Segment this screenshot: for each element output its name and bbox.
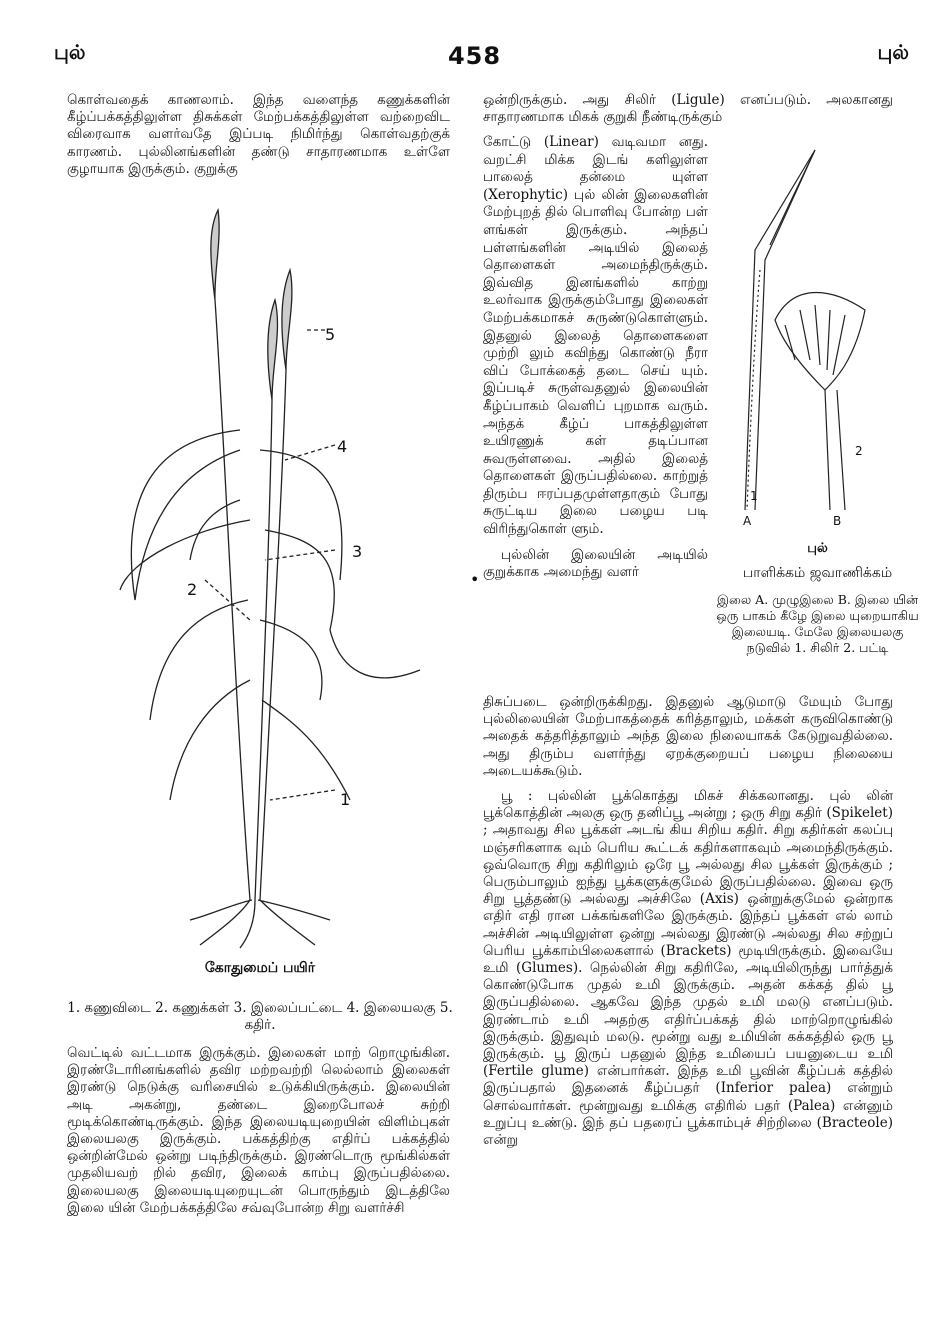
- paragraph: பூ : புல்லின் பூக்கொத்து மிகச் சிக்கலானது. புல் லின் பூக்கொத்தின் அலகு ஒரு தனிப்பூ அன்று ; ஒரு சிறு கதிர் (Spikelet) ; அதாவது சில பூக்கள் அடங் கிய சிறிய கதிர். சிறு கதிர்கள் கலப்பு மஞ்சரிகளாக வும் பெரிய கூட்டக் கதிர்களாகவும் அமைந்திருக்கும். ஒவ்வொரு சிறு கதிரிலும் ஒரே பூ அல்லது சில பூக்கள் இருக்கும் ; பெரும்பாலும் ஐந்து பூக்களுக்குமேல் இருப்பதில்லை. இவை ஒரு சிறு பூத்தண்டு அல்லது அச்சிலே (Axis) ஒன்றுக்குமேல் ஒன்றாக எதிர் எதி ரான பக்கங்களிலே இருக்கும். இந்தப் பூக்கள் எல் லாம் அச்சின் அடியிலுள்ள ஒன்று அல்லது இரண்டு அல்லது சில சற்றுப் பெரிய பூக்காம்பிலைகளால் (Brackets) மூடியிருக்கும். இவையே உமி (Glumes). நெல்லின் சிறு கதிரிலே, அடியிலிருந்து பார்த்துக் கொண்டுபோக முதல் உமி இருக்கும். அதன் கக்கத் தில் பூ இருப்பதில்லை. ஆகவே இந்த முதல் உமி மலடு எனப்படும். இரண்டாம் உமி அதற்கு எதிர்ப்பக்கத் தில் மாற்றொழுங்கில் இருக்கும். இதுவும் மலடு. மூன்று வது உமியின் கக்கத்தில் ஒரு பூ இருக்கும். பூ இருப் பதனுல் இந்த உமியைப் பயனுடைய உமி (Fertile glume) என்பார்கள். இந்த உமி பூவின் கீழ்ப்பக் கத்தில் இருப்பதால் இதனைக் கீழ்ப்பதர் (Inferior palea) என்றும் சொல்வார்கள். மூன்றுவது உமிக்கு எதிரில் பதர் (Palea) என்னும் உறுப்பு உண்டு. இந் தப் பதரைப் பூக்காம்புச் சிற்றிலை (Bracteole) என்று: [483, 788, 893, 1149]
- running-head-left: புல்: [54, 40, 86, 64]
- grass-figure-title: புல்: [807, 541, 828, 556]
- paragraph: திசுப்படை ஒன்றிருக்கிறது. இதனுல் ஆடுமாடு மேயும் போது புல்லிலையின் மேற்பாகத்தைக் கரித்தாலும், மக்கள் கருவிகொண்டு அதைக் கத்தரித்தாலும் அந்த இலை நிலையாகக் கேடுறுவதில்லை. அது திரும்ப வளர்ந்து ஏறக்குறையப் பழைய நிலையை அடையக்கூடும்.: [483, 694, 893, 779]
- plant-label-1: 1: [340, 790, 351, 809]
- paragraph: புல்லின் இலையின் அடியில் குறுக்காக அமைந்து வளர்: [483, 546, 708, 581]
- grass-leaf-illustration: [715, 130, 915, 530]
- grass-figure-subtitle: பாளிக்கம் ஜவாணிக்கம்: [742, 565, 893, 581]
- paragraph: கொள்வதைக் காணலாம். இந்த வளைந்த கணுக்களின் கீழ்ப்பக்கத்திலுள்ள திசுக்கள் மேற்பக்கத்திலுள்ள வற்றைவிட விரைவாக வளர்வதே இப்படி நிமிர்ந்து கொள்வதற்குக் காரணம். புல்லினங்களின் தண்டு சாதாரணமாக உள்ளே குழாயாக இருக்கும். குறுக்கு: [67, 92, 450, 177]
- grass-label-b: B: [833, 514, 842, 528]
- plant-label-3: 3: [352, 542, 363, 561]
- wheat-ear-icon: [268, 300, 278, 400]
- right-column-top: [483, 92, 893, 134]
- wheat-plant-illustration: [90, 200, 430, 950]
- margin-bullet: •: [470, 570, 480, 589]
- grass-label-2: 2: [855, 444, 863, 458]
- page-number: 458: [447, 42, 502, 70]
- narrow-column: [483, 134, 708, 590]
- right-column-bottom: [483, 694, 893, 1157]
- paragraph: வெட்டில் வட்டமாக இருக்கும். இலைகள் மாற் றொழுங்கின. இரண்டோரினங்களில் தவிர மற்றவற்றி லெல்லாம் இலைகள் இரண்டு நெடுக்கு வரிசையில் உடுக்கியிருக்கும். இலையின் அடி அகன்று, தண்டை இறைபோலச் சுற்றி மூடிக்கொண்டிருக்கும். இந்த இலையடியுறையின் விளிம்புகள் இலையலகு இருக்கும். பக்கத்திற்கு எதிர்ப் பக்கத்தில் ஒன்றின்மேல் ஒன்று படிந்திருக்கும். இரண்டொரு மூங்கில்கள் முதலியவற் றில் தவிர, இலைக் காம்பு இருப்பதில்லை. இலையலகு இலையடியுறையுடன் பொருந்தும் இடத்திலே இலை யின் மேற்பக்கத்திலே சவ்வுபோன்ற சிறு வளர்ச்சி: [67, 1045, 450, 1216]
- wheat-ear-icon: [282, 270, 292, 370]
- grass-figure-legend: இலை A. முழுஇலை B. இலை யின் ஒரு பாகம் கீழே இலை யுறையாகிய இலையடி. மேலே இலையலகு நடுவில் 1. சிலிர் 2. பட்டி: [716, 592, 919, 655]
- left-column-top: [67, 92, 450, 186]
- plant-label-2: 2: [187, 580, 198, 599]
- plant-label-5: 5: [325, 325, 336, 344]
- grass-label-1: 1: [750, 489, 758, 503]
- paragraph: கோட்டு (Linear) வடிவமா னது. வறட்சி மிக்க இடங் களிலுள்ள பாலைத் தன்மை யுள்ள (Xerophytic) புல் லின் இலைகளின் மேற்புறத் தில் பொளிவு போன்ற பள் ளங்கள் இருக்கும். அந்தப் பள்ளங்களின் அடியில் இலைத் தொளைகள் அமைந்திருக்கும். இவ்வித இனங்களில் காற்று உலர்வாக இருக்கும்போது இலைகள் மேற்பக்கமாகச் சுருண்டுகொள்ளும். இதனுல் இலைத் தொளைகளை முற்றி லும் கவிந்து கொண்டு நீரா விப் போக்கைத் தடை செய் யும். இப்படிச் சுருள்வதனுல் இலையின் கீழ்ப்பாகம் வெளிப் புறமாக வரும். அந்தக் கீழ்ப் பாகத்திலுள்ள உயிரணுக் கள் தடிப்பான சுவருள்ளவை. அதில் இலைத் தொளைகள் இருப்பதில்லை. காற்றுத் திரும்ப ஈரப்பதமுள்ளதாகும் போது சுருட்டிய இலை பழைய படி விரிந்துகொள் ளும்.: [483, 134, 708, 538]
- running-head-right: புல்: [877, 40, 909, 64]
- plant-label-4: 4: [337, 437, 348, 456]
- paragraph: ஒன்றிருக்கும். அது சிலிர் (Ligule) எனப்படும். அலகானது சாதாரணமாக மிகக் குறுகி நீண்டிருக்கும்: [483, 92, 893, 126]
- plant-figure-legend: 1. கணுவிடை 2. கணுக்கள் 3. இலைப்பட்டை 4. இலையலகு 5. கதிர்.: [67, 1000, 453, 1033]
- grass-label-a: A: [743, 514, 752, 528]
- plant-figure-title: கோதுமைப் பயிர்: [204, 960, 316, 976]
- left-column-bottom: [67, 1045, 450, 1225]
- wheat-ear-icon: [211, 210, 219, 300]
